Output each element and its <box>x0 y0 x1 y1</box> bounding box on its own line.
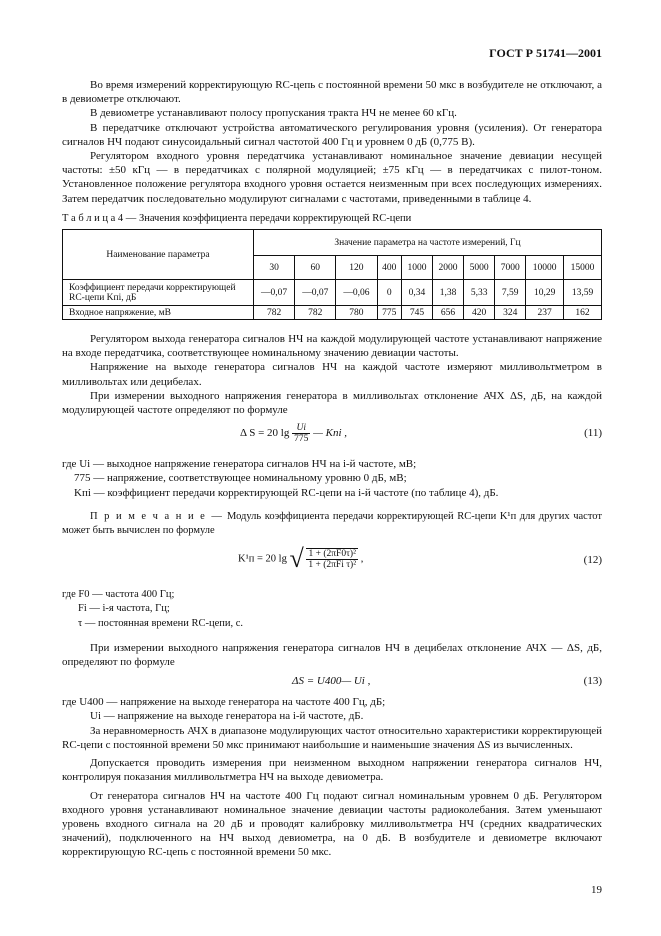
paragraph-6: Напряжение на выходе генератора сигналов НЧ на каждой частоте измеряют милливольтметром в милливольтах или децибелах. <box>62 361 602 388</box>
table-cell: 1,38 <box>432 280 463 306</box>
paragraph-4: Регулятором входного уровня передатчика устанавливают номинальное значение девиации несущей частоты: ±50 кГц — в передатчиках с полярной модуляцией; ±75 кГц — в передатчиках с пилот-тоном. Установленное положение регулятора входного уровня остается неизменным при всех последующих измерениях. Затем передатчик последовательно модулируют сигналами с частотами, приведенными в таблице 4. <box>62 150 602 205</box>
formula-11-lhs: Δ S = 20 lg <box>240 427 290 440</box>
body-text <box>62 78 602 860</box>
formula-12-lhs: K¹п = 20 lg <box>238 553 287 565</box>
table-cell: 10,29 <box>526 280 564 306</box>
formula-12-definitions <box>62 588 602 631</box>
freq-header: 120 <box>336 256 377 280</box>
paragraph-8: При измерении выходного напряжения генератора сигналов НЧ в децибелах отклонение АЧХ — ΔS, дБ, определяют по формуле <box>62 641 602 669</box>
table-cell: 0,34 <box>401 280 432 306</box>
formula-11 <box>62 417 602 457</box>
param-header: Наименование параметра <box>63 230 254 280</box>
row-label: Входное напряжение, мВ <box>63 306 254 320</box>
document-header: ГОСТ Р 51741—2001 <box>489 46 602 60</box>
table-cell: 420 <box>464 306 495 320</box>
formula-12 <box>62 538 602 588</box>
freq-header: 400 <box>377 256 401 280</box>
paragraph-2: В девиометре устанавливают полосу пропускания тракта НЧ не менее 60 кГц. <box>90 107 457 120</box>
table-caption-text: Значения коэффициента передачи корректирующей RC-цепи <box>138 212 412 224</box>
table-cell: —0,06 <box>336 280 377 306</box>
paragraph-10: Допускается проводить измерения при неизменном выходном напряжении генератора сигналов НЧ, контролируя показания милливольтметра НЧ на выходе девиометра. <box>62 757 602 784</box>
formula-11-numerator: Ui <box>292 423 310 434</box>
freq-header: 2000 <box>432 256 463 280</box>
table-cell: 7,59 <box>495 280 526 306</box>
table-caption-prefix: Т а б л и ц а 4 — <box>62 212 137 224</box>
formula-12-rhs: , <box>360 553 364 565</box>
table-cell: 0 <box>377 280 401 306</box>
note-text: Модуль коэффициента передачи корректирующей RC-цепи K¹п для других частот может быть вычислен по формуле <box>62 510 602 537</box>
paragraph-7: При измерении выходного напряжения генератора в милливольтах отклонение АЧХ ΔS, дБ, на каждой модулирующей частоте определяют по формуле <box>62 389 602 417</box>
definition-line: где U400 — напряжение на выходе генератора на частоте 400 Гц, дБ; <box>62 696 386 709</box>
formula-12-denominator: 1 + (2πFi τ)² <box>308 560 357 571</box>
table-cell: 780 <box>336 306 377 320</box>
freq-header: 60 <box>295 256 336 280</box>
freq-header: 1000 <box>401 256 432 280</box>
table-cell: 237 <box>526 306 564 320</box>
paragraph-11: От генератора сигналов НЧ на частоте 400 Гц подают сигнал номинальным уровнем 0 дБ. Регулятором входного уровня устанавливают номинальное значение девиации частоты радиоколебания. Затем уменьшают уровень входного сигнала на 20 дБ и проводят калибровку милливольтметра НЧ (средних квадратических значений), подключенного на НЧ выход девиометра, на 0 дБ. В возбудителе и девиометре включают корректирующую RC-цепь с постоянной времени 50 мкс. <box>62 789 602 859</box>
table-cell: 656 <box>432 306 463 320</box>
definition-line: Kпi — коэффициент передачи корректирующей RC-цепи на i-й частоте (по таблице 4), дБ. <box>74 486 499 499</box>
table-cell: 782 <box>295 306 336 320</box>
table-cell: 162 <box>564 306 602 320</box>
formula-12-fraction <box>306 548 358 570</box>
definition-line: где Ui — выходное напряжение генератора сигналов НЧ на i-й частоте, мВ; <box>62 458 417 471</box>
sqrt-icon: √ <box>289 544 304 574</box>
formula-12-number: (12) <box>583 554 602 567</box>
page-number: 19 <box>591 884 602 896</box>
definition-line: Fi — i-я частота, Гц; <box>78 603 170 615</box>
formula-13 <box>62 669 602 695</box>
paragraph-9: За неравномерность АЧХ в диапазоне модулирующих частот относительно характеристики корректирующей RC-цепи с постоянной времени 50 мкс принимают наибольшие и наименьшие значения ΔS из вычисленных. <box>62 724 602 751</box>
table-cell: 13,59 <box>564 280 602 306</box>
row-label: Коэффициент передачи корректирующей RC-цепи Kпi, дБ <box>63 280 254 306</box>
definition-line: где F0 — частота 400 Гц; <box>62 589 175 601</box>
note <box>62 510 602 538</box>
formula-11-definitions <box>62 457 602 500</box>
definition-line: Ui — напряжение на выходе генератора на i-й частоте, дБ. <box>90 710 364 723</box>
paragraph-5: Регулятором выхода генератора сигналов НЧ на каждой модулирующей частоте устанавливают напряжение на входе передатчика, соответствующее номинальному значению девиации частоты. <box>62 333 602 360</box>
paragraph-1: Во время измерений корректирующую RC-цепь с постоянной времени 50 мкс в возбудителе не отключают, а в девиометре отключают. <box>62 79 602 106</box>
formula-13-definitions <box>62 695 602 723</box>
table-cell: 324 <box>495 306 526 320</box>
table-caption <box>62 212 602 226</box>
table-cell: 745 <box>401 306 432 320</box>
table-row <box>63 306 602 320</box>
freq-header: 5000 <box>464 256 495 280</box>
table-cell: 5,33 <box>464 280 495 306</box>
table-cell: 782 <box>254 306 295 320</box>
freq-header: 15000 <box>564 256 602 280</box>
table-cell: —0,07 <box>254 280 295 306</box>
freq-header: 10000 <box>526 256 564 280</box>
note-prefix: П р и м е ч а н и е — <box>90 510 224 522</box>
formula-13-number: (13) <box>583 675 602 688</box>
formula-11-rhs: — Kпi , <box>313 427 348 440</box>
formula-11-denominator: 775 <box>294 434 309 445</box>
freq-header: 7000 <box>495 256 526 280</box>
definition-line: τ — постоянная времени RC-цепи, с. <box>78 617 244 629</box>
value-header: Значение параметра на частоте измерений, Гц <box>254 230 602 256</box>
freq-header: 30 <box>254 256 295 280</box>
definition-line: 775 — напряжение, соответствующее номинальному уровню 0 дБ, мВ; <box>74 472 407 485</box>
coefficient-table <box>62 229 602 320</box>
formula-11-number: (11) <box>584 427 602 440</box>
formula-13-expression: ΔS = U400— Ui , <box>292 675 371 688</box>
table-row <box>63 280 602 306</box>
table-cell: —0,07 <box>295 280 336 306</box>
paragraph-3: В передатчике отключают устройства автоматического регулирования уровня (усиления). От генератора сигналов НЧ подают синусоидальный сигнал частотой 400 Гц и уровнем 0 дБ (0,775 В). <box>62 121 602 148</box>
table-cell: 775 <box>377 306 401 320</box>
formula-12-numerator: 1 + (2πF0τ)² <box>306 549 358 560</box>
formula-11-fraction <box>292 423 310 444</box>
